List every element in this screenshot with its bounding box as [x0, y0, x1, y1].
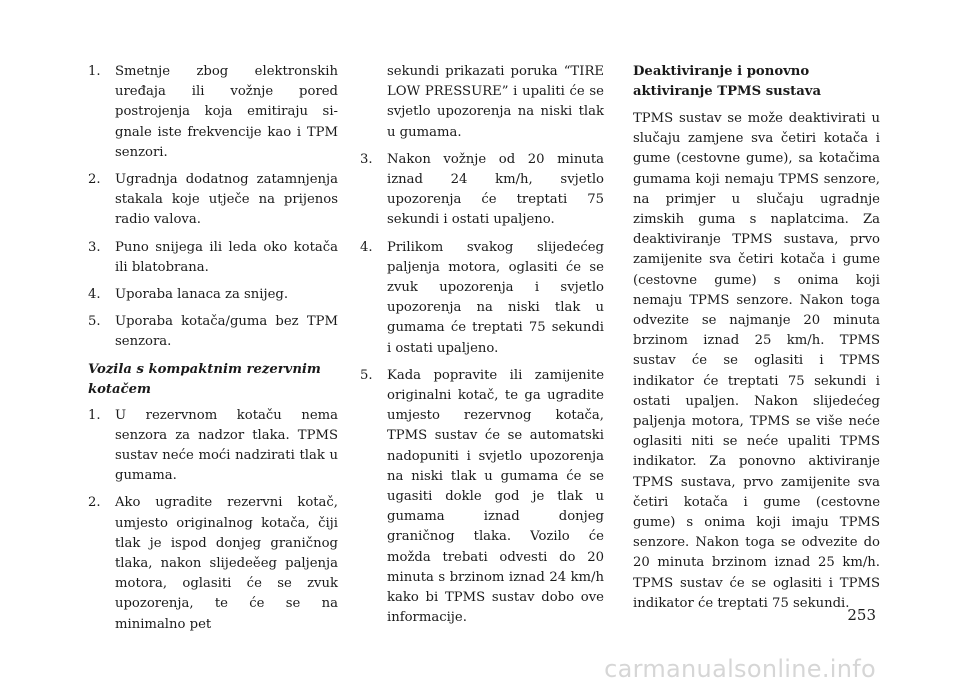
- list-item: [360, 238, 604, 359]
- list-item: [88, 62, 338, 163]
- watermark: carmanualsonline.info: [604, 655, 876, 683]
- list-item: [360, 366, 604, 629]
- list-item: [360, 150, 604, 231]
- list-continuation: sekundi prikazati poruka “TIRE LOW PRESSURE” i upaliti će se svjetlo upozorenja na niski tlak u gumama.: [387, 64, 604, 140]
- section-heading: Deaktiviranje i ponovno aktiviranje TPMS sustava: [633, 64, 822, 99]
- list-number: 1.: [88, 64, 101, 79]
- list-text: U rezervnom kotaču nema senzora za nadzor tlaka. TPMS sustav neće moći nadzirati tlak u gumama.: [115, 407, 338, 484]
- list-text: Puno snijega ili leda oko kotača ili blatobrana.: [115, 239, 338, 275]
- list-number: 4.: [88, 287, 101, 303]
- list-number: 3.: [360, 151, 373, 167]
- list-item: [88, 238, 338, 278]
- list-number: 2.: [88, 172, 101, 188]
- list-text: Kada popravite ili zamijenite originalni kotač, te ga ugradite umjesto rezervnog kotača, TPMS sustav će se automatski nadopuniti i svjetlo upozorenja na niski tlak u gumama će se ugasiti dokle god je tlak u gumama iznad donjeg graničnog tlaka. Vozilo će možda trebati odvesti do 20 minuta s brzinom iznad 24 km/h kako bi TPMS sustav dobo ove informacije.: [387, 367, 604, 626]
- page-number: 253: [847, 606, 876, 624]
- list-number: 5.: [360, 367, 373, 383]
- list-item: [88, 312, 338, 352]
- middle-column: [360, 62, 604, 635]
- list-text: Ugradnja dodatnog zatamnjenja stakala koje utječe na prijenos radio valova.: [115, 172, 338, 228]
- list-text: Smetnje zbog elektronskih uređaja ili vožnje pored postrojenja koja emitiraju signale iste frekvencije kao i TPM senzori.: [115, 64, 338, 160]
- list-number: 3.: [88, 239, 101, 255]
- list-number: 5.: [88, 314, 101, 330]
- list-number: 4.: [360, 239, 373, 255]
- right-column: [633, 62, 880, 614]
- list-item: [88, 493, 338, 634]
- body-paragraph: TPMS sustav se može deaktivirati u slučaju zamjene sva četiri kotača i gume (cestovne gume), sa kotačima gumama koji nemaju TPMS senzore, na primjer u slučaju ugradnje zimskih guma s naplatcima. Za deaktiviranje TPMS sustava, prvo zamijenite sva četiri kotača i gume (cestovne gume) s onima koji nemaju TPMS senzore. Nakon toga odvezite se najmanje 20 minuta brzinom iznad 25 km/h. TPMS sustav će se oglasiti i TPMS indikator će treptati 75 sekundi i ostati upaljen. Nakon slijedećeg paljenja motora, TPMS se više neće oglasiti niti se neće upaliti TPMS indikator. Za ponovno aktiviranje TPMS sustava, prvo zamijenite sva četiri kotača i gume (cestovne gume) s onima koji imaju TPMS senzore. Nakon toga se odvezite do 20 minuta brzinom iznad 25 km/h. TPMS sustav će se oglasiti i TPMS indikator će treptati 75 sekundi.: [633, 111, 880, 611]
- list-text: Nakon vožnje od 20 minuta iznad 24 km/h, svjetlo upozorenja će treptati 75 sekundi i ostati upaljeno.: [387, 151, 604, 228]
- list-text: Prilikom svakog slijedećeg paljenja motora, oglasiti će se zvuk upozorenja i svjetlo upozorenja na niski tlak u gumama će treptati 75 sekundi i ostati upaljeno.: [387, 239, 604, 356]
- list-number: 2.: [88, 495, 101, 511]
- list-text: Uporaba lanaca za snijeg.: [115, 287, 289, 303]
- list-text: Uporaba kotača/guma bez TPM senzora.: [115, 314, 338, 350]
- list-text: Ako ugradite rezervni kotač, umjesto originalnog kotača, čiji tlak je ispod donjeg graničnog tlaka, nakon slijedeěeg paljenja motora, oglasiti će se zvuk upozorenja, te će se na minimalno pet: [115, 495, 338, 632]
- list-item: [88, 170, 338, 231]
- list-item: [88, 406, 338, 487]
- left-column: [88, 62, 338, 642]
- list-item: [88, 285, 338, 305]
- list-number: 1.: [88, 407, 101, 423]
- section-subheading: Vozila s kompaktnim rezervnim kotačem: [88, 361, 321, 397]
